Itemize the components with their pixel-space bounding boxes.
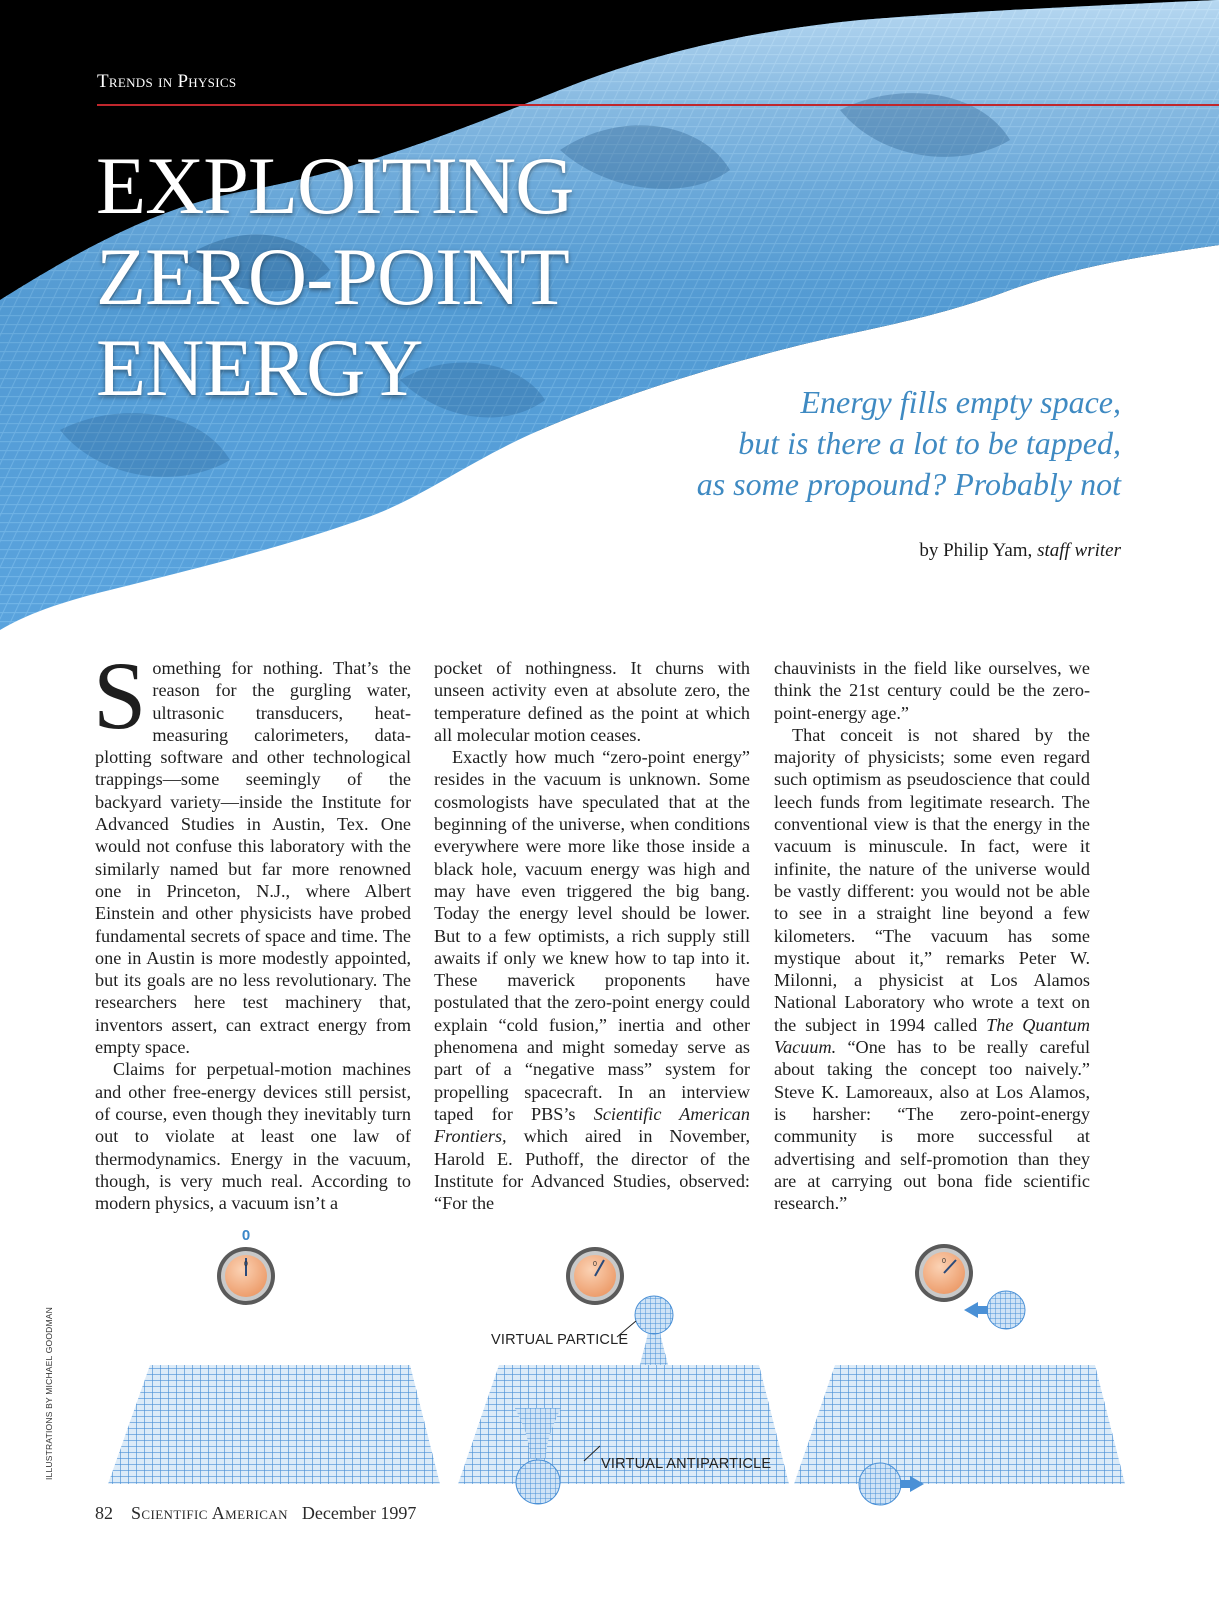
panel-1 <box>108 1227 440 1484</box>
label-virtual-antiparticle: VIRTUAL ANTIPARTICLE <box>601 1456 772 1472</box>
paragraph: Claims for perpetual-motion machines and other free-energy devices still persist, of course, even though they inevitably turn out to violate at least one law of thermodynamics. Energy in the vacuum, though, is very much real. According to modern physics, a vacuum isn’t a <box>95 1059 411 1214</box>
headline-line-3: ENERGY <box>96 322 423 413</box>
deck-line-2: but is there a lot to be tapped, <box>738 425 1121 461</box>
paragraph <box>774 724 1090 1215</box>
book-title: The Quantum Vacuum. <box>774 1014 1090 1058</box>
paragraph-text: “One has to be really careful about taking the concept too naively.” Steve K. Lamoreaux, also at Los Alamos, is harsher: “The zero-point-energy community is more successful at advertising and self-promotion than they are at carrying out bona fide scientific research.” <box>774 1037 1090 1214</box>
label-virtual-particle: VIRTUAL PARTICLE <box>491 1332 629 1348</box>
paragraph-text: omething for nothing. That’s the reason for the gurgling water, ultrasonic transducers, heat-measuring calorimeters, data-plotting software and other technological trappings—some seemingly of the backyard variety—inside the Institute for Advanced Studies in Austin, Tex. One would not confuse this laboratory with the similarly named but far more renowned one in Princeton, N.J., where Albert Einstein and other physicists have probed fundamental secrets of space and time. The one in Austin is more modestly appointed, but its goals are no less revolutionary. The researchers here test machinery that, inventors assert, can extract energy from empty space. <box>95 658 411 1058</box>
gauge-dial-label: 0 <box>942 1258 946 1265</box>
deck-line-3: as some propound? Probably not <box>696 466 1121 502</box>
gauge-icon <box>217 1247 275 1305</box>
deck <box>561 382 1121 505</box>
gauge-icon <box>566 1247 624 1305</box>
virtual-particle-diagram <box>0 1218 1219 1548</box>
show-title: Scientific American Frontiers, <box>434 1103 750 1147</box>
paragraph <box>434 746 750 1214</box>
paragraph: chauvinists in the field like ourselves, we think the 21st century could be the zero-point-energy age.” <box>774 658 1090 723</box>
article-column-2 <box>434 657 750 1214</box>
gauge-dial-label: 0 <box>593 1261 597 1268</box>
hero-banner <box>0 0 1219 650</box>
paragraph <box>93 642 411 1058</box>
headline <box>96 140 716 413</box>
byline-role: staff writer <box>1037 540 1121 561</box>
headline-line-2: ZERO-POINT <box>96 231 569 322</box>
gauge-dial-label: 0 <box>244 1261 248 1268</box>
byline-author: by Philip Yam, <box>919 540 1033 561</box>
article-column-1 <box>93 642 411 1214</box>
section-label: Trends in Physics <box>97 71 237 92</box>
headline-line-1: EXPLOITING <box>96 140 574 231</box>
paragraph-text: which aired in November, Harold E. Puthoff, the director of the Institute for Advanced Studies, observed: “For the <box>434 1126 750 1214</box>
paragraph: pocket of nothingness. It churns with unseen activity even at absolute zero, the temperature defined as the point at which all molecular motion ceases. <box>434 658 750 745</box>
magazine-name: Scientific American <box>131 1503 288 1523</box>
arrow-left-icon <box>964 1302 988 1318</box>
paragraph-text: Exactly how much “zero-point energy” resides in the vacuum is unknown. Some cosmologists have speculated that at the beginning of the universe, when conditions everywhere were more like those inside a black hole, vacuum energy was high and may have even triggered the big bang. Today the energy level should be lower. But to a few optimists, a rich supply still awaits if only we knew how to tap into it. These maverick proponents have postulated that the zero-point energy could explain “cold fusion,” inertia and other phenomena and might someday serve as part of a “negative mass” system for propelling spacecraft. In an interview taped for PBS’s <box>434 747 750 1124</box>
section-rule <box>97 104 1219 106</box>
article-column-3 <box>774 657 1090 1214</box>
gauge-icon <box>915 1244 973 1302</box>
panel-3 <box>794 1244 1125 1505</box>
drop-cap: S <box>93 642 147 749</box>
issue-date: December 1997 <box>301 1503 417 1523</box>
page-footer <box>95 1503 416 1524</box>
page-number: 82 <box>95 1503 113 1523</box>
gauge-value-label: 0 <box>241 1227 251 1244</box>
paragraph-text: That conceit is not shared by the majority of physicists; some even regard such optimism as pseudoscience that could leech funds from legitimate research. The conventional view is that the energy in the vacuum is minuscule. In fact, were it infinite, the nature of the universe would be vastly different: you would not be able to see in a straight line beyond a few kilometers. “The vacuum has some mystique about it,” remarks Peter W. Milonni, a physicist at Los Alamos National Laboratory who wrote a text on the subject in 1994 called <box>774 724 1090 1035</box>
illustration-credit: ILLUSTRATIONS BY MICHAEL GOODMAN <box>44 1307 54 1480</box>
deck-line-1: Energy fills empty space, <box>800 384 1121 420</box>
vacuum-illustration <box>0 1218 1219 1548</box>
byline <box>919 540 1121 562</box>
